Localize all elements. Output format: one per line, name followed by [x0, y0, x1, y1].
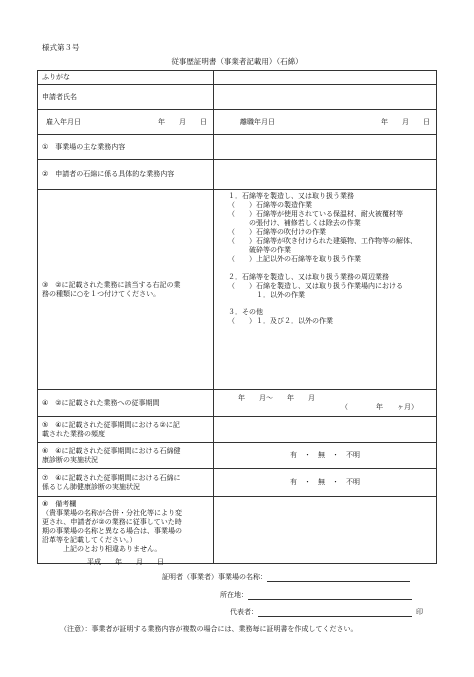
- work-frequency-row: [38, 417, 437, 443]
- certifier-name-line: [162, 573, 410, 582]
- applicant-name-label: 申請者氏名: [38, 85, 214, 110]
- work-type-option-line: （ ）石綿等の吹付けの作業: [228, 227, 326, 236]
- work-period-field[interactable]: [214, 390, 437, 417]
- work-type-option-line: （ ）１．及び２．以外の作業: [228, 317, 333, 326]
- furigana-field[interactable]: [214, 71, 437, 85]
- work-type-option-line: （ ）石綿等の製造作業: [228, 200, 312, 209]
- work-frequency-label: ⑤ ④に記載された従事期間における②に記 載された業務の頻度: [38, 417, 214, 443]
- asbestos-work-field[interactable]: [214, 160, 437, 190]
- hire-date-label: 雇入年月日 年 月 日: [38, 110, 214, 135]
- address-line: [220, 591, 412, 600]
- furigana-row: [38, 71, 437, 85]
- applicant-name-field[interactable]: [214, 85, 437, 110]
- business-content-label: ① 事業場の主な業務内容: [38, 135, 214, 160]
- pneumoconiosis-checkup-row: [38, 469, 437, 497]
- remarks-field[interactable]: [214, 497, 437, 564]
- work-type-option-line: （ ）上記以外の石綿等を取り扱う作業: [228, 254, 361, 263]
- document-title: 従事歴証明書（事業者記載用）（石綿）: [171, 57, 303, 66]
- note-text: （注意）：事業者が証明する業務内容が複数の場合には、業務毎に証明書を作成してください。: [60, 625, 358, 633]
- remarks-label: ⑧ 備考欄 （貴事業場の名称が合併・分社化等により変 更され、申請者が②の業務に従事していた時 期の事業場の名称と異なる場合は、事業場の 沿革等を記載してください。）: [38, 497, 214, 564]
- address-label: 所在地：: [220, 591, 248, 599]
- work-type-option-line: の張付け、補修若しくは除去の作業: [228, 218, 361, 227]
- work-type-option-line: （ ）石綿を製造し、又は取り扱う作業場内における: [228, 281, 403, 290]
- address-field[interactable]: [248, 599, 412, 600]
- representative-field[interactable]: [258, 616, 412, 617]
- work-type-option-line: （ ）石綿等が使用されている保温材、耐火被覆材等: [228, 209, 403, 218]
- certifier-name-label: 証明者（事業者）事業場の名称：: [162, 573, 267, 581]
- work-period-range: 年 月～ 年 月: [238, 394, 315, 403]
- leave-date-label: 離職年月日: [240, 117, 275, 126]
- work-type-row: [38, 190, 437, 390]
- asbestos-work-row: [38, 160, 437, 190]
- work-type-option-line: ３．その他: [228, 308, 263, 317]
- certify-date[interactable]: 平成 年 月 日: [87, 558, 164, 566]
- health-checkup-row: [38, 443, 437, 469]
- certify-statement: 上記のとおり相違ありません。: [63, 545, 162, 553]
- representative-label: 代表者：: [230, 608, 258, 616]
- health-checkup-choice[interactable]: 有 ・ 無 ・ 不明: [214, 443, 437, 469]
- certificate-form-table: [37, 70, 437, 564]
- work-type-option-line: 破砕等の作業: [228, 245, 291, 254]
- spacer: [228, 264, 432, 273]
- work-type-option-line: １．以外の作業: [228, 290, 305, 299]
- work-type-label: ③ ②に記載された業務に該当する右記の業 務の種類に○を１つ付けてください。: [38, 190, 214, 390]
- work-type-option-line: （ ）石綿等が吹き付けられた建築物、工作物等の解体、: [228, 236, 417, 245]
- work-frequency-field[interactable]: [214, 417, 437, 443]
- pneumoconiosis-checkup-choice[interactable]: 有 ・ 無 ・ 不明: [214, 469, 437, 497]
- seal-mark: 印: [416, 608, 423, 616]
- business-content-field[interactable]: [214, 135, 437, 160]
- certifier-name-field[interactable]: [267, 581, 410, 582]
- work-type-option-line: ２．石綿等を製造し、又は取り扱う業務の周辺業務: [228, 272, 389, 281]
- leave-date-value[interactable]: 年 月 日: [381, 117, 430, 126]
- work-type-option-line: １．石綿等を製造し、又は取り扱う業務: [228, 192, 354, 200]
- furigana-label: ふりがな: [38, 71, 214, 85]
- business-content-row: [38, 135, 437, 160]
- health-checkup-label: ⑥ ④に記載された従事期間における石綿健 康診断の実施状況: [38, 443, 214, 469]
- work-period-total: （ 年 ヶ月）: [341, 403, 418, 411]
- form-number: 様式第３号: [42, 43, 80, 52]
- work-period-label: ④ ②に記載された業務への従事期間: [38, 390, 214, 417]
- applicant-name-row: [38, 85, 437, 110]
- employment-dates-row: [38, 110, 437, 135]
- pneumoconiosis-checkup-label: ⑦ ④に記載された従事期間における石綿に 係るじん肺健康診断の実施状況: [38, 469, 214, 497]
- asbestos-work-label: ② 申請者の石綿に係る具体的な業務内容: [38, 160, 214, 190]
- work-type-options[interactable]: [214, 190, 437, 390]
- work-period-row: [38, 390, 437, 417]
- hire-date-value[interactable]: 年 月 日: [158, 117, 207, 126]
- representative-line: [230, 608, 423, 617]
- leave-date-cell: [214, 110, 437, 135]
